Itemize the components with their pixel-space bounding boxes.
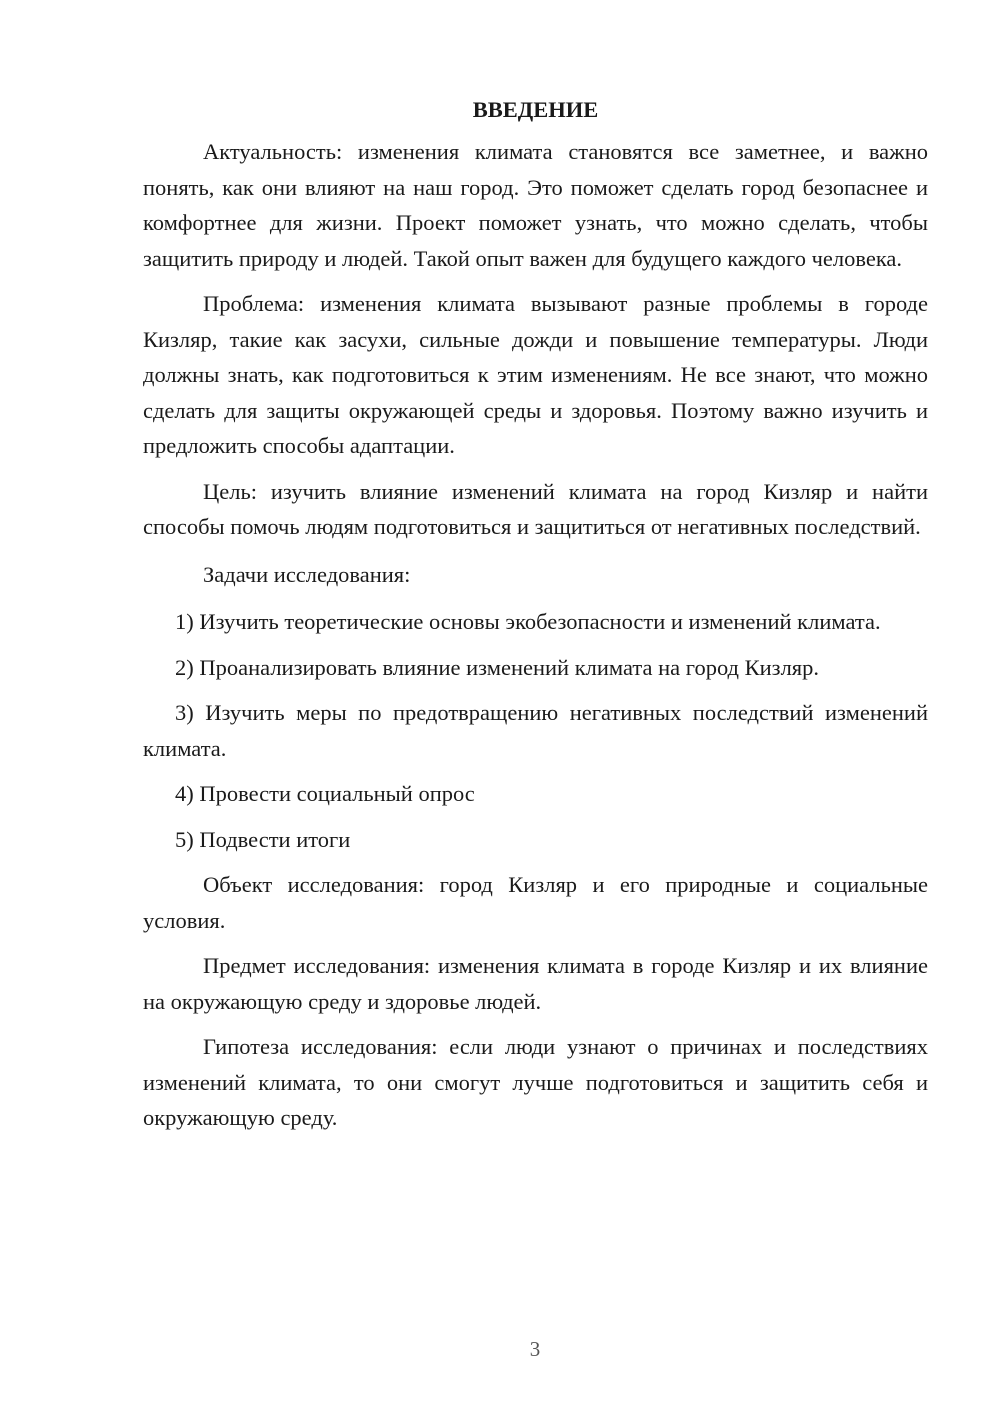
page-content: [143, 92, 928, 1136]
object-paragraph: Объект исследования: город Кизляр и его природные и социальные условия.: [143, 872, 928, 933]
page-number: 3: [529, 1337, 541, 1361]
task-item-5: 5) Подвести итоги: [175, 826, 351, 852]
hypothesis-paragraph: Гипотеза исследования: если люди узнают о причинах и последствиях изменений климата, то они смогут лучше подготовиться и защитить себя и окружающую среду.: [143, 1034, 928, 1130]
page-title: ВВЕДЕНИЕ: [472, 97, 599, 122]
task-item-2: 2) Проанализировать влияние изменений климата на город Кизляр.: [175, 654, 820, 680]
task-item-1: 1) Изучить теоретические основы экобезопасности и изменений климата.: [175, 609, 881, 634]
task-item-3: 3) Изучить меры по предотвращению негативных последствий изменений климата.: [143, 700, 928, 761]
problem-paragraph: Проблема: изменения климата вызывают разные проблемы в городе Кизляр, такие как засухи, сильные дожди и повышение температуры. Люди должны знать, как подготовиться к этим изменениям. Не все знают, что можно сделать для защиты окружающей среды и здоровья. Поэтому важно изучить и предложить способы адаптации.: [143, 291, 928, 458]
relevance-paragraph: Актуальность: изменения климата становятся все заметнее, и важно понять, как они влияют на наш город. Это поможет сделать город безопаснее и комфортнее для жизни. Проект поможет узнать, что можно сделать, чтобы защитить природу и людей. Такой опыт важен для будущего каждого человека.: [143, 139, 928, 271]
subject-paragraph: Предмет исследования: изменения климата в городе Кизляр и их влияние на окружающую среду и здоровье людей.: [143, 953, 928, 1014]
goal-paragraph: Цель: изучить влияние изменений климата на город Кизляр и найти способы помочь людям подготовиться и защититься от негативных последствий.: [143, 478, 928, 539]
tasks-heading: Задачи исследования:: [203, 561, 411, 587]
task-item-4: 4) Провести социальный опрос: [175, 781, 475, 806]
